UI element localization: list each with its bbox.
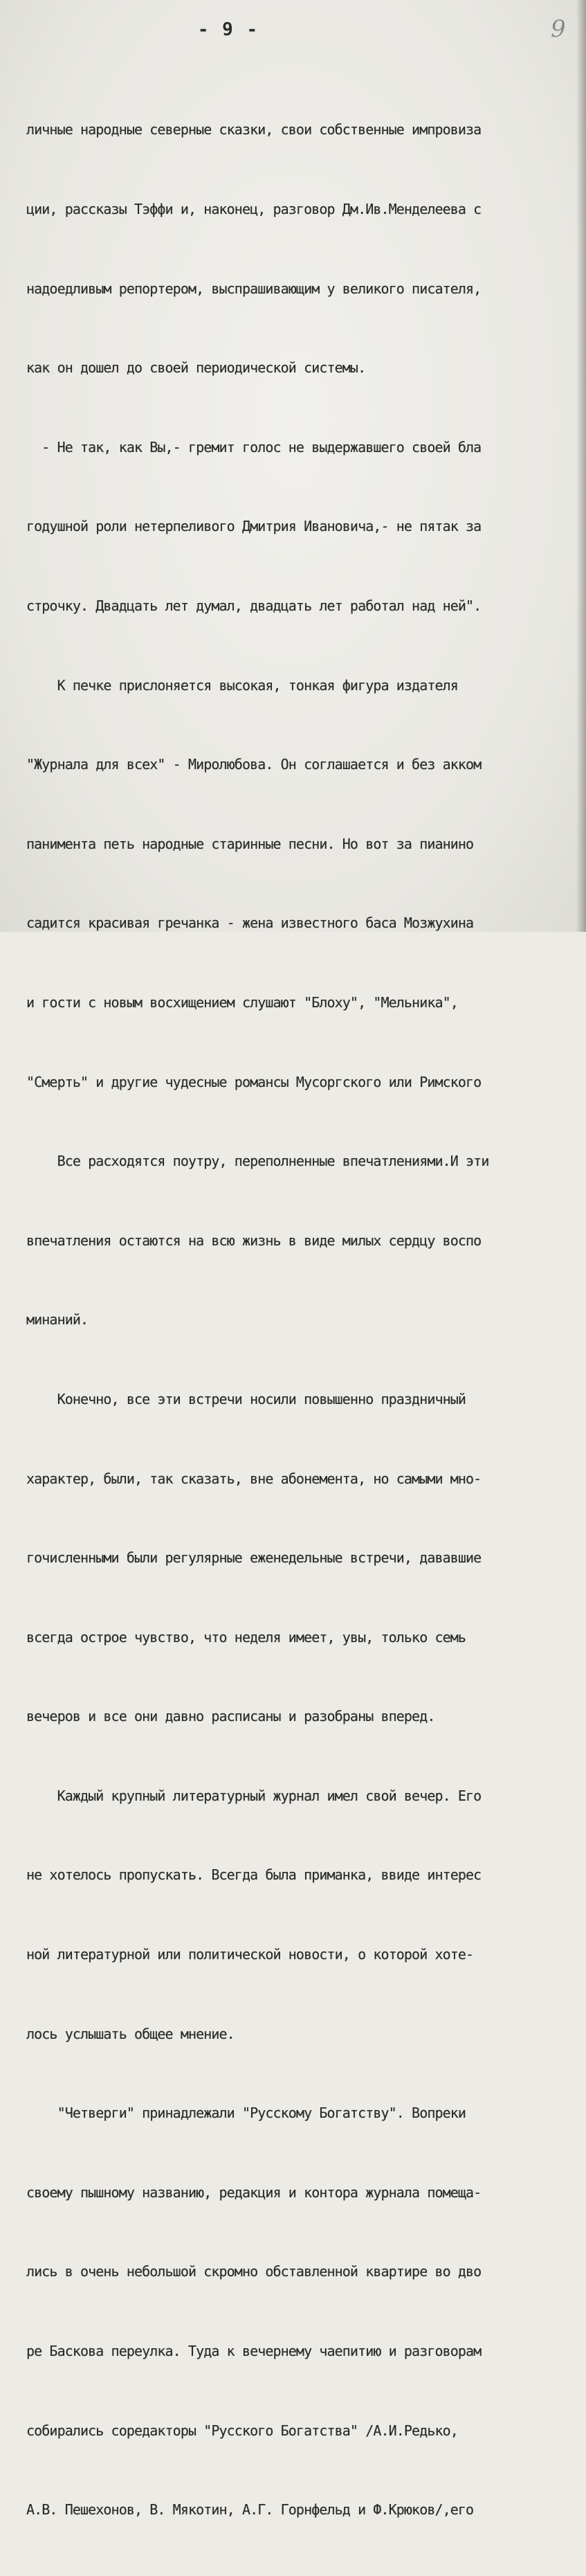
text-line: - Не так, как Вы,- гремит голос не выдержавшего своей бла (26, 438, 482, 456)
text-line: лось услышать общее мнение. (26, 2025, 235, 2042)
text-line: лись в очень небольшой скромно обставленной квартире во дво (26, 2263, 482, 2280)
text-line: ции, рассказы Тэффи и, наконец, разговор Дм.Ив.Менделеева с (26, 201, 482, 217)
text-line: собирались соредакторы "Русского Богатства" /А.И.Редько, (26, 2422, 458, 2439)
text-line: панимента петь народные старинные песни. Но вот за пианино (26, 835, 474, 852)
text-line: вечеров и все они давно расписаны и разобраны вперед. (26, 1708, 435, 1725)
text-line: садится красивая гречанка - жена известного баса Мозжухина (26, 915, 474, 932)
text-line: надоедливым репортером, выспрашивающим у великого писателя, (26, 280, 482, 297)
text-line: всегда острое чувство, что неделя имеет, увы, только семь (26, 1628, 466, 1646)
text-line: минаний. (26, 1311, 89, 1328)
text-line: Каждый крупный литературный журнал имел свой вечер. Его (26, 1787, 482, 1804)
text-line: не хотелось пропускать. Всегда была приманка, ввиде интерес (26, 1866, 482, 1884)
text-line: "Четверги" принадлежали "Русскому Богатству". Вопреки (26, 2105, 466, 2122)
text-line: и гости с новым восхищением слушают "Блоху", "Мельника", (26, 993, 458, 1011)
text-line: гочисленными были регулярные еженедельные встречи, дававшие (26, 1549, 482, 1567)
page-body (26, 64, 580, 2576)
text-line: впечатления остаются на всю жизнь в виде милых сердцу воспо (26, 1232, 482, 1249)
text-line: "Смерть" и другие чудесные романсы Мусоргского или Римского (26, 1073, 482, 1090)
text-line: личные народные северные сказки, свои собственные импровиза (26, 121, 482, 138)
text-line: Конечно, все эти встречи носили повышенно праздничный (26, 1390, 466, 1407)
page-number: - 9 - (197, 19, 259, 40)
text-line: А.В. Пешехонов, В. Мякотин, А.Г. Горнфельд и Ф.Крюков/,его (26, 2501, 474, 2519)
text-line: как он дошел до своей периодической системы. (26, 359, 366, 377)
text-line: строчку. Двадцать лет думал, двадцать лет работал над ней". (26, 597, 482, 614)
text-line: ной литературной или политической новости, о которой хоте- (26, 1946, 474, 1963)
text-line: Все расходятся поутру, переполненные впечатлениями.И эти (26, 1153, 489, 1170)
text-line: ре Баскова переулка. Туда к вечернему чаепитию и разговорам (26, 2343, 482, 2360)
text-line: своему пышному названию, редакция и контора журнала помеща- (26, 2183, 482, 2201)
handwritten-page-number: 9 (551, 15, 566, 43)
text-line: "Журнала для всех" - Миролюбова. Он соглашается и без акком (26, 756, 482, 773)
text-line: К печке прислоняется высокая, тонкая фигура издателя (26, 676, 458, 694)
text-line: годушной роли нетерпеливого Дмитрия Ивановича,- не пятак за (26, 518, 482, 535)
text-line: характер, были, так сказать, вне абонемента, но самыми мно- (26, 1470, 482, 1487)
